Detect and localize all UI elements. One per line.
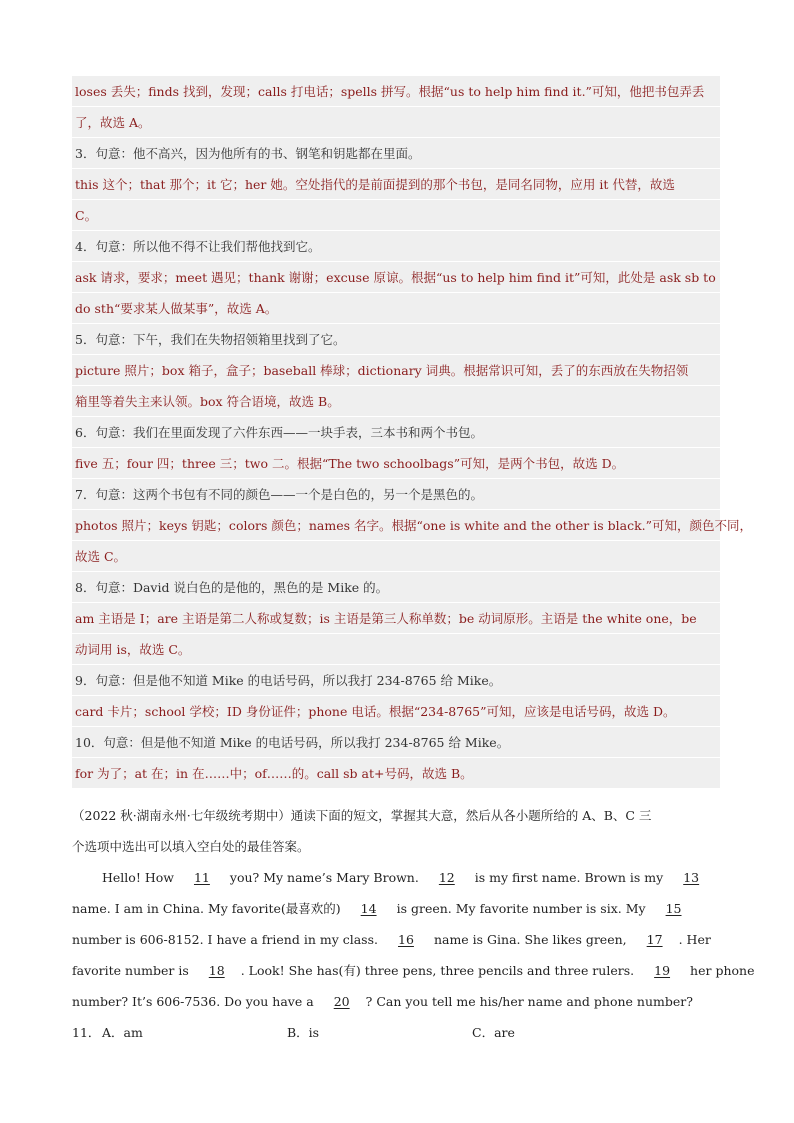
passage-line-3: number is 606-8152. I have a friend in my class. 16 name is Gina. She likes green, 17 . Her	[72, 924, 724, 955]
analysis-line: 动词用 is，故选 C。	[72, 634, 720, 665]
analysis-line: five 五；four 四；three 三；two 二。根据“The two schoolbags”可知，是两个书包，故选 D。	[72, 448, 720, 479]
passage-line-4: favorite number is 18 . Look! She has(有) three pens, three pencils and three rulers. 19 her phone	[72, 955, 724, 986]
passage-intro-line-1: （2022 秋·湖南永州·七年级统考期中）通读下面的短文，掌握其大意，然后从各小题所给的 A、B、C 三	[72, 808, 652, 823]
blank-15: 15	[665, 901, 682, 916]
analysis-line: picture 照片；box 箱子，盒子；baseball 棒球；dictionary 词典。根据常识可知，丢了的东西放在失物招领	[72, 355, 720, 386]
analysis-line: ask 请求，要求；meet 遇见；thank 谢谢；excuse 原谅。根据“us to help him find it”可知，此处是 ask sb to	[72, 262, 720, 293]
analysis-line: 10．句意：但是他不知道 Mike 的电话号码，所以我打 234-8765 给 Mike。	[72, 727, 720, 758]
blank-19: 19	[654, 963, 671, 978]
analysis-line: 7．句意：这两个书包有不同的颜色——一个是白色的，另一个是黑色的。	[72, 479, 720, 510]
analysis-line: 3．句意：他不高兴，因为他所有的书、钢笔和钥匙都在里面。	[72, 138, 720, 169]
analysis-line: do sth“要求某人做某事”，故选 A。	[72, 293, 720, 324]
answer-analysis-block	[72, 76, 753, 789]
analysis-line: card 卡片；school 学校；ID 身份证件；phone 电话。根据“234-8765”可知，应该是电话号码，故选 D。	[72, 696, 720, 727]
passage-line-2: name. I am in China. My favorite(最喜欢的) 14 is green. My favorite number is six. My 15	[72, 893, 724, 924]
cloze-passage-section	[72, 800, 755, 1048]
analysis-line: am 主语是 I；are 主语是第二人称或复数；is 主语是第三人称单数；be 动词原形。主语是 the white one，be	[72, 603, 720, 634]
question-11-options	[72, 1017, 724, 1048]
blank-18: 18	[208, 963, 225, 978]
passage-line-5: number? It’s 606-7536. Do you have a 20 ? Can you tell me his/her name and phone number?	[72, 986, 724, 1017]
blank-20: 20	[333, 994, 350, 1009]
analysis-line: 4．句意：所以他不得不让我们帮他找到它。	[72, 231, 720, 262]
analysis-line: 了，故选 A。	[72, 107, 720, 138]
analysis-line: loses 丢失；finds 找到，发现；calls 打电话；spells 拼写。根据“us to help him find it.”可知，他把书包弄丢	[72, 76, 720, 107]
option-c[interactable]: C．are	[472, 1025, 515, 1040]
analysis-line: 箱里等着失主来认领。box 符合语境，故选 B。	[72, 386, 720, 417]
passage-intro-line-2: 个选项中选出可以填入空白处的最佳答案。	[72, 839, 310, 854]
analysis-line: C。	[72, 200, 720, 231]
blank-13: 13	[683, 870, 700, 885]
blank-14: 14	[360, 901, 377, 916]
option-a[interactable]: A．am	[102, 1025, 143, 1040]
analysis-line: 故选 C。	[72, 541, 720, 572]
analysis-line: 8．句意：David 说白色的是他的，黑色的是 Mike 的。	[72, 572, 720, 603]
option-b[interactable]: B．is	[287, 1025, 320, 1040]
analysis-line: 6．句意：我们在里面发现了六件东西——一块手表，三本书和两个书包。	[72, 417, 720, 448]
analysis-line: 9．句意：但是他不知道 Mike 的电话号码，所以我打 234-8765 给 Mike。	[72, 665, 720, 696]
analysis-line: photos 照片；keys 钥匙；colors 颜色；names 名字。根据“one is white and the other is black.”可知，颜色不同，	[72, 510, 720, 541]
blank-17: 17	[646, 932, 663, 947]
analysis-line: 5．句意：下午，我们在失物招领箱里找到了它。	[72, 324, 720, 355]
question-number: 11．	[72, 1025, 101, 1040]
analysis-line: for 为了；at 在；in 在……中；of……的。call sb at+号码，故选 B。	[72, 758, 720, 789]
blank-16: 16	[398, 932, 414, 947]
blank-12: 12	[438, 870, 455, 885]
blank-11: 11	[193, 870, 210, 885]
analysis-line: this 这个；that 那个；it 它；her 她。空处指代的是前面提到的那个书包，是同名同物，应用 it 代替，故选	[72, 169, 720, 200]
passage-line-1: Hello! How 11 you? My name’s Mary Brown. 12 is my first name. Brown is my 13	[72, 862, 724, 893]
